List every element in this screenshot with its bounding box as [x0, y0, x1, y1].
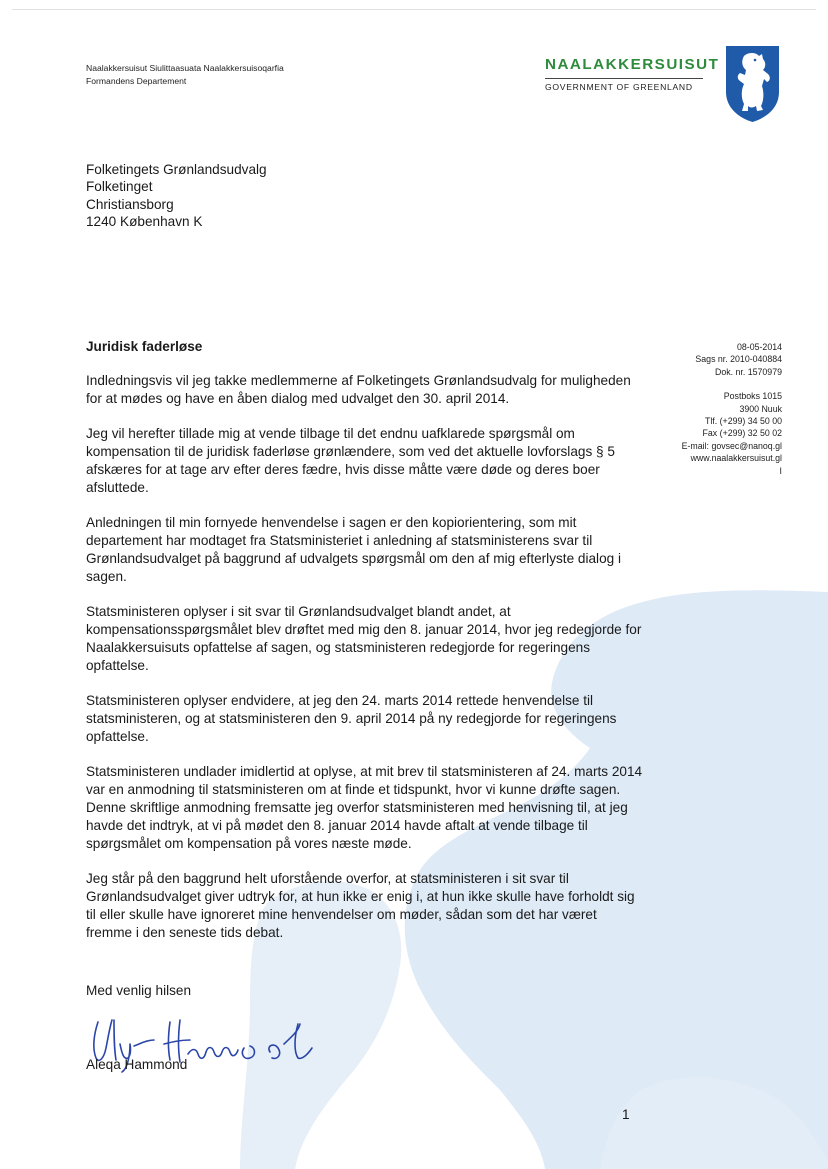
postbox: Postboks 1015	[723, 391, 782, 402]
body-paragraph: Jeg står på den baggrund helt uforstående overfor, at statsministeren i sit svar til Grønlandsudvalget giver udtryk for, at hun ikke er enig i, at hun ikke skulle have forholdt sig til eller skulle have ignoreret mine henvendelser om møder, sådan som det har været fremme i den seneste tids debat.	[86, 871, 635, 940]
recipient-parliament: Folketinget	[86, 179, 153, 195]
logo-divider	[545, 78, 703, 79]
body-paragraph: Statsministeren undlader imidlertid at oplyse, at mit brev til statsministeren af 24. marts 2014 var en anmodning til statsministeren om at finde et tidspunkt, hvor vi kunne drøfte sagen. Denne skriftlige anmodning fremsatte jeg overfor statsministeren med henvisning til, at jeg havde det indtryk, at vi på mødet den 8. januar 2014 havde aftalt at vende tilbage til spørgsmålet om kompensation på vores næste møde.	[86, 764, 643, 851]
sender-department: Formandens Departement	[86, 76, 187, 86]
body-paragraph: Anledningen til min fornyede henvendelse i sagen er den kopiorientering, som mit departement har modtaget fra Statsministeriet i anledning af statsministerens svar til Grønlandsudvalget på baggrund af udvalgets spørgsmål om den af mig efterlyste dialog i sagen.	[86, 515, 621, 584]
letter-subject: Juridisk faderløse	[86, 339, 203, 354]
recipient-building: Christiansborg	[86, 196, 174, 212]
letter-body	[86, 372, 646, 959]
case-number: Sags nr. 2010-040884	[695, 354, 782, 365]
letter-date: 08-05-2014	[737, 342, 782, 352]
recipient-address	[86, 161, 267, 230]
letter-metadata	[682, 341, 782, 477]
logo-name: NAALAKKERSUISUT	[545, 56, 720, 73]
sender-ministry: Naalakkersuisut Siulittaasuata Naalakkersuisoqarfia	[86, 63, 284, 73]
body-paragraph: Jeg vil herefter tillade mig at vende tilbage til det endnu uafklarede spørgsmål om kompensation til de juridisk faderløse grønlændere, som ved det aktuelle lovforslags § 5 afskæres for at tage arv efter deres fædre, hvis disse måtte være døde og deres boer afsluttede.	[86, 426, 615, 495]
phone-number: Tlf. (+299) 34 50 00	[704, 416, 782, 427]
signer-name: Aleqa Hammond	[86, 1057, 188, 1072]
document-number: Dok. nr. 1570979	[714, 366, 782, 377]
logo-subtitle: GOVERNMENT OF GREENLAND	[545, 82, 693, 92]
body-paragraph: Statsministeren oplyser i sit svar til Grønlandsudvalget blandt andet, at kompensationsspørgsmålet blev drøftet med mig den 8. januar 2014, hvor jeg redegjorde for Naalakkersuisuts opfattelse af sagen, og statsministeren redegjorde for regeringens opfattelse.	[86, 604, 642, 673]
body-paragraph: Indledningsvis vil jeg takke medlemmerne af Folketingets Grønlandsudvalg for muligheden for at mødes og have en åben dialog med udvalget den 30. april 2014.	[86, 373, 631, 406]
body-paragraph: Statsministeren oplyser endvidere, at jeg den 24. marts 2014 rettede henvendelse til statsministeren, og at statsministeren den 9. april 2014 på ny redegjorde for regeringens opfattelse.	[86, 693, 617, 744]
polar-bear-crest-icon	[724, 44, 781, 124]
sender-block	[86, 62, 284, 88]
government-logo	[545, 56, 720, 92]
trailing-mark: I	[779, 465, 782, 476]
email-address: E-mail: govsec@nanoq.gl	[681, 440, 782, 451]
postal-city: 3900 Nuuk	[739, 403, 782, 414]
metadata-gap	[682, 378, 782, 390]
recipient-committee: Folketingets Grønlandsudvalg	[86, 162, 267, 177]
recipient-postcode: 1240 København K	[86, 213, 203, 229]
fax-number: Fax (+299) 32 50 02	[702, 428, 782, 439]
page-number: 1	[622, 1107, 630, 1122]
website: www.naalakkersuisut.gl	[690, 453, 782, 464]
closing-salutation: Med venlig hilsen	[86, 983, 192, 998]
